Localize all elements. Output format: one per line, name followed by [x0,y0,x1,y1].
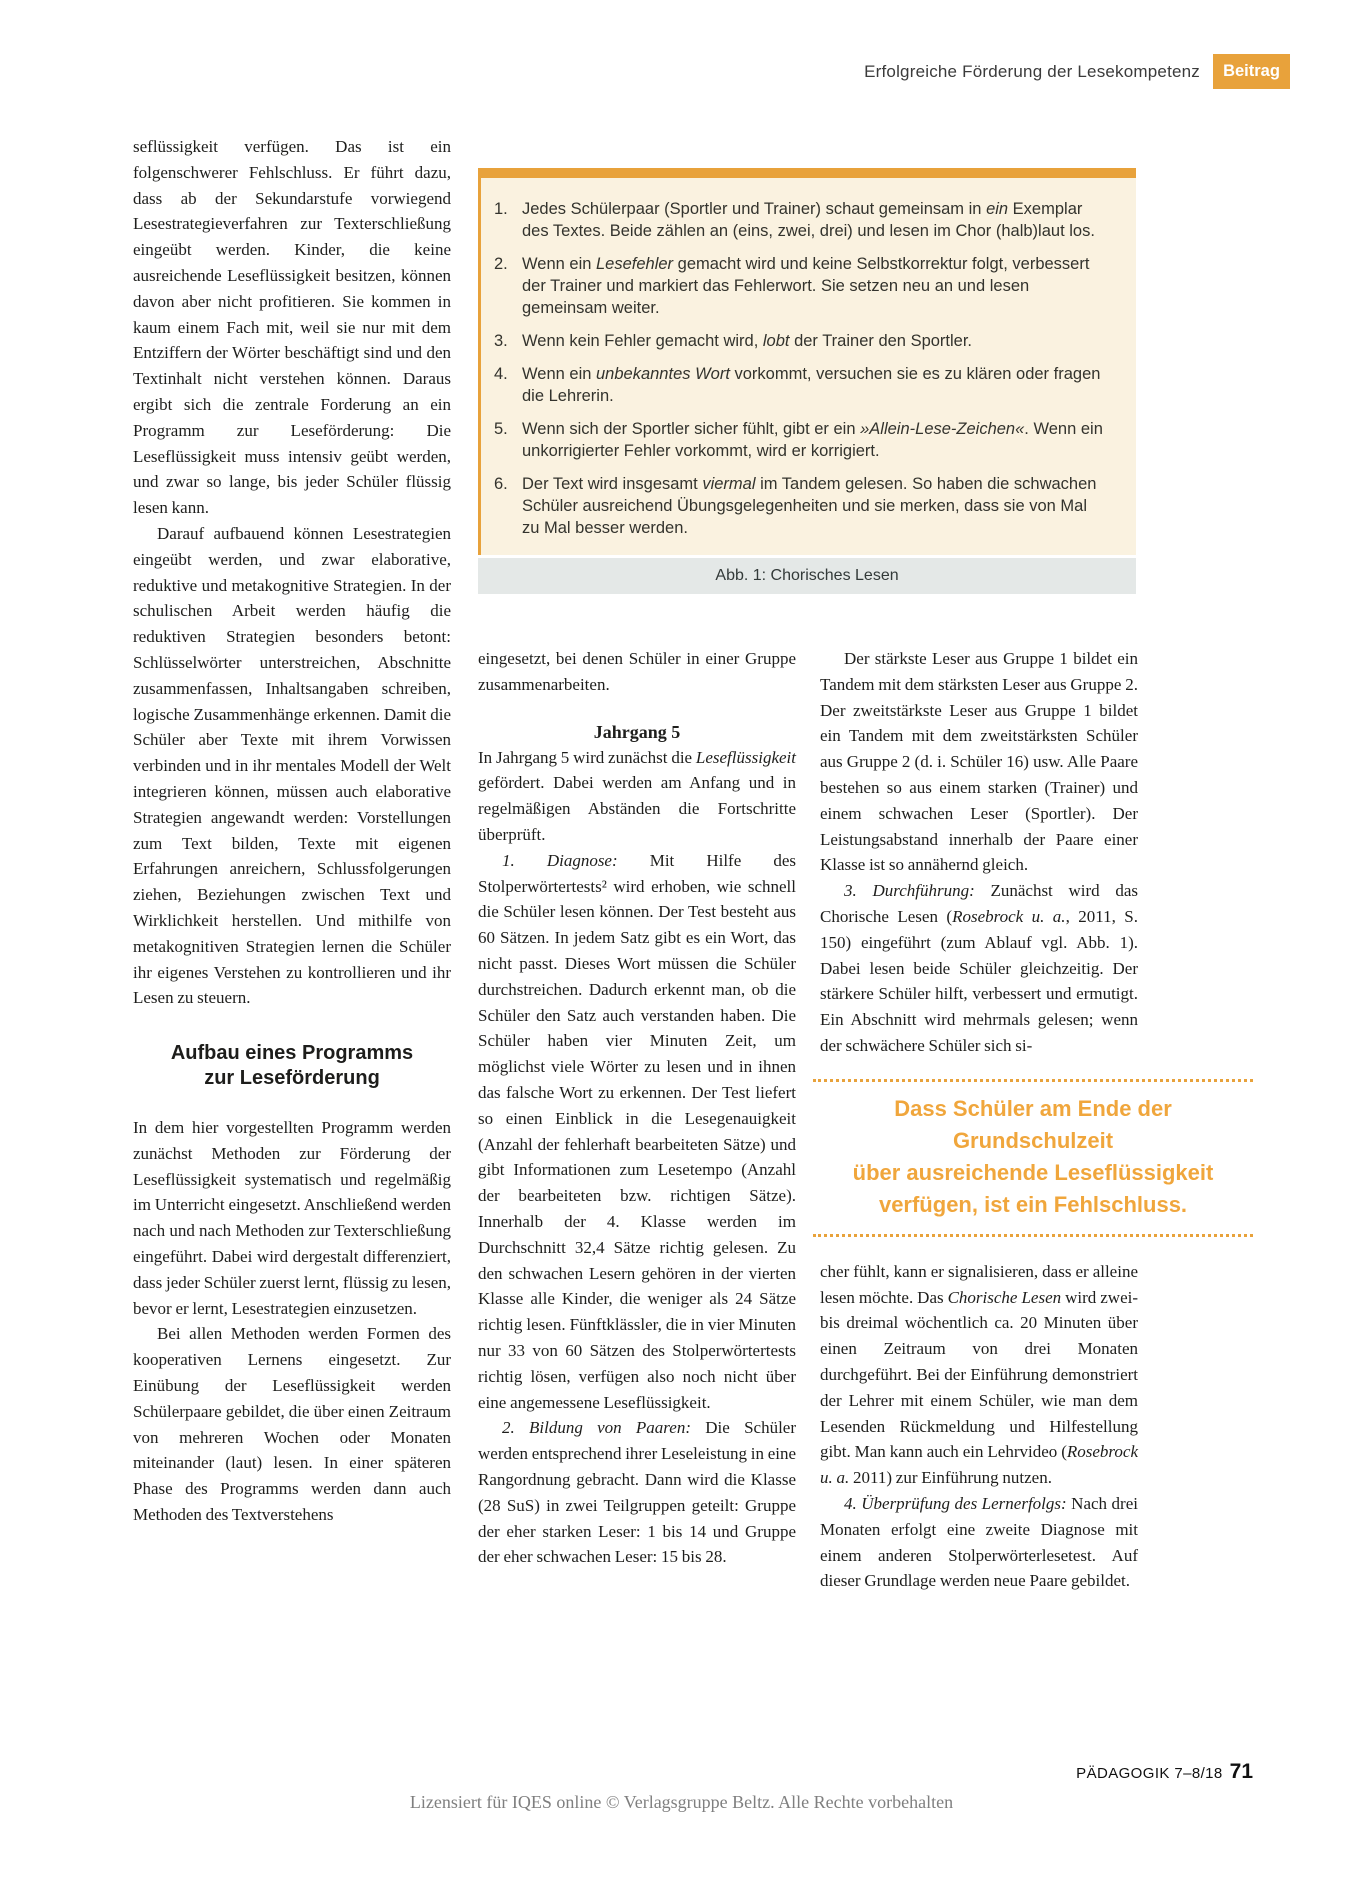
figure-box-body [478,178,1136,555]
column-left [133,134,451,1528]
pull-quote: Dass Schüler am Ende der Grundschulzeit über ausreichende Leseflüssigkeit verfügen, ist ein Fehlschluss. [813,1079,1253,1237]
figure-list-item [494,198,1106,242]
figure-item-text: Wenn sich der Sportler sicher fühlt, gibt er ein »Allein-Lese-Zeichen«. Wenn ein unkorrigierter Fehler vorkommt, wird er korrigiert. [522,420,1103,460]
body-paragraph: eingesetzt, bei denen Schüler in einer Gruppe zusammenarbeiten. [478,649,796,694]
figure-item-text: Der Text wird insgesamt viermal im Tandem gelesen. So haben die schwachen Schüler ausreichend Übungsgelegenheiten und sie merken, dass sie von Mal zu Mal besser werden. [522,475,1097,537]
page-number: 71 [1229,1760,1253,1783]
body-paragraph: Der stärkste Leser aus Gruppe 1 bildet ein Tandem mit dem stärksten Leser aus Gruppe 2. Der zweitstärkste Leser aus Gruppe 1 bildet ein Tandem mit dem zweitstärksten Schüler aus Gruppe 2 (d. i. Schüler 16) usw. Alle Paare bestehen so aus einem starken (Trainer) und einem schwachen Leser (Sportler). Der Leistungsabstand innerhalb der Paare einer Klasse ist so annähernd gleich. [820,649,1138,875]
section-badge: Beitrag [1213,54,1290,89]
page-header [0,54,1290,89]
body-paragraph: Bei allen Methoden werden Formen des kooperativen Lernens eingesetzt. Zur Einübung der Leseflüssigkeit werden Schülerpaare gebildet, die über einen Zeitraum von mehreren Wochen oder Monaten miteinander (laut) lesen. In einer späteren Phase des Programms werden dann auch Methoden des Textverstehens [133,1324,451,1525]
column-right [820,646,1214,1594]
figure-list-item [494,253,1106,319]
figure-caption: Abb. 1: Chorisches Lesen [478,558,1136,594]
body-paragraph: 2. Bildung von Paaren: Die Schüler werden entsprechend ihrer Leseleistung in eine Rangordnung gebracht. Dann wird die Klasse (28 SuS) in zwei Teilgruppen geteilt: Gruppe der eher starken Leser: 1 bis 14 und Gruppe der eher schwachen Leser: 15 bis 28. [478,1418,797,1567]
body-paragraph: Darauf aufbauend können Lesestrategien eingeübt werden, und zwar elaborative, reduktive und metakognitive Strategien. In der schulischen Arbeit werden häufig die reduktiven Strategien besonders betont: Schlüsselwörter unterstreichen, Abschnitte zusammenfassen, Inhaltsangaben schreiben, logische Zusammenhänge erkennen. Damit die Schüler aber Texte mit ihrem Vorwissen verbinden und in ihr mentales Modell der Welt integrieren können, müssen auch elaborative Strategien angewandt werden: Vorstellungen zum Text bilden, Texte mit eigenen Erfahrungen anreichern, Schlussfolgerungen ziehen, Beziehungen zwischen Text und Wirklichkeit herstellen. Und mithilfe von metakognitiven Strategien lernen die Schüler ihr eigenes Verstehen zu kontrollieren und ihr Lesen zu steuern. [133,523,451,1008]
body-paragraph: 4. Überprüfung des Lernerfolgs: Nach drei Monaten erfolgt eine zweite Diagnose mit einem anderen Stolperwörterlesetest. Auf dieser Grundlage werden neue Paare gebildet. [820,1493,1138,1591]
section-heading-jahrgang-5: Jahrgang 5 [593,721,681,742]
figure-list-item [494,473,1106,539]
body-paragraph: 3. Durchführung: Zunächst wird das Chorische Lesen (Rosebrock u. a., 2011, S. 150) eingeführt (zum Ablauf vgl. Abb. 1). Dabei lesen beide Schüler gleichzeitig. Der stärkere Schüler hilft, verbessert und ermutigt. Ein Abschnitt wird mehrmals gelesen; wenn der schwächere Schüler sich si- [820,881,1139,1055]
figure-item-number: 4. [494,365,508,383]
figure-box-chorisches-lesen [478,168,1136,594]
section-heading-programm: Aufbau eines Programms zur Leseförderung [170,1042,414,1090]
figure-list-item [494,330,1106,352]
body-paragraph: 1. Diagnose: Mit Hilfe des Stolperwörtertests² wird erhoben, wie schnell die Schüler lesen können. Der Test besteht aus 60 Sätzen. In jedem Satz gibt es ein Wort, das nicht passt. Dieses Wort müssen die Schüler durchstreichen. Dadurch erkennt man, ob die Schüler den Satz auch verstanden haben. Die Schüler haben vier Minuten Zeit, um möglichst viele Wörter zu lesen und in ihnen das falsche Wort zu erkennen. Der Test liefert so einen Einblick in die Lesegenauigkeit (Anzahl der fehlerhaft bearbeiteten Sätze) und gibt Informationen zum Lesetempo (Anzahl der bearbeiteten bzw. richtigen Sätze). Innerhalb der 4. Klasse werden im Durchschnitt 32,4 Sätze richtig gelesen. Zu den schwachen Lesern gehören in der vierten Klasse alle Kinder, die weniger als 24 Sätze richtig lesen. Fünftklässler, die in vier Minuten nur 33 von 60 Sätzen des Stolperwörtertests richtig lösen, verfügen also noch nicht über eine angemessene Leseflüssigkeit. [478,850,796,1412]
journal-name: PÄDAGOGIK 7–8/18 [1076,1765,1223,1782]
figure-list-item [494,418,1106,462]
body-paragraph: seflüssigkeit verfügen. Das ist ein folgenschwerer Fehlschluss. Er führt dazu, dass ab der Sekundarstufe vorwiegend Lesestrategieverfahren zur Texterschließung eingeübt werden. Kinder, die keine ausreichende Leseflüssigkeit besitzen, können davon aber nicht profitieren. Sie kommen in kaum einem Fach mit, weil sie nur mit dem Entziffern der Wörter beschäftigt sind und den Textinhalt nicht verstehen können. Daraus ergibt sich die zentrale Forderung an ein Programm zur Leseförderung: Die Leseflüssigkeit muss intensiv geübt werden, und zwar so lange, bis jeder Schüler flüssig lesen kann. [133,137,451,518]
column-middle [478,646,796,1570]
figure-item-text: Jedes Schülerpaar (Sportler und Trainer) schaut gemeinsam in ein Exemplar des Textes. Beide zählen an (eins, zwei, drei) und lesen im Chor (halb)laut los. [522,200,1095,240]
figure-item-number: 6. [494,475,508,493]
figure-item-number: 2. [494,255,508,273]
figure-item-text: Wenn ein unbekanntes Wort vorkommt, versuchen sie es zu klären oder fragen die Lehrerin. [522,365,1101,405]
license-note: Lizensiert für IQES online © Verlagsgruppe Beltz. Alle Rechte vorbehalten [409,1792,954,1812]
journal-footer [1076,1760,1253,1784]
body-paragraph: In dem hier vorgestellten Programm werden zunächst Methoden zur Förderung der Leseflüssigkeit systematisch und regelmäßig im Unterricht eingesetzt. Anschließend werden nach und nach Methoden zur Texterschließung eingeführt. Dabei wird dergestalt differenziert, dass jeder Schüler zuerst lernt, flüssig zu lesen, bevor er lernt, Lesestrategien einzusetzen. [133,1118,451,1318]
figure-list [494,198,1106,539]
figure-item-text: Wenn kein Fehler gemacht wird, lobt der Trainer den Sportler. [522,332,973,350]
figure-item-number: 1. [494,200,508,218]
body-paragraph: In Jahrgang 5 wird zunächst die Leseflüssigkeit gefördert. Dabei werden am Anfang und in regelmäßigen Abständen die Fortschritte überprüft. [478,747,796,844]
figure-box-top-bar [478,168,1136,178]
figure-list-item [494,363,1106,407]
figure-item-text: Wenn ein Lesefehler gemacht wird und keine Selbstkorrektur folgt, verbessert der Trainer und markiert das Fehlerwort. Sie setzen neu an und lesen gemeinsam weiter. [522,255,1090,317]
running-title: Erfolgreiche Förderung der Lesekompetenz [864,61,1200,81]
body-paragraph: cher fühlt, kann er signalisieren, dass er alleine lesen möchte. Das Chorische Lesen wird zwei- bis dreimal wöchentlich ca. 20 Minuten über einen Zeitraum von drei Monaten durchgeführt. Bei der Einführung demonstriert der Lehrer mit einem Schüler, wie man dem Lesenden Rückmeldung und Hilfestellung gibt. Man kann auch ein Lehrvideo (Rosebrock u. a. 2011) zur Einführung nutzen. [820,1261,1138,1488]
figure-item-number: 5. [494,420,508,438]
figure-item-number: 3. [494,332,508,350]
